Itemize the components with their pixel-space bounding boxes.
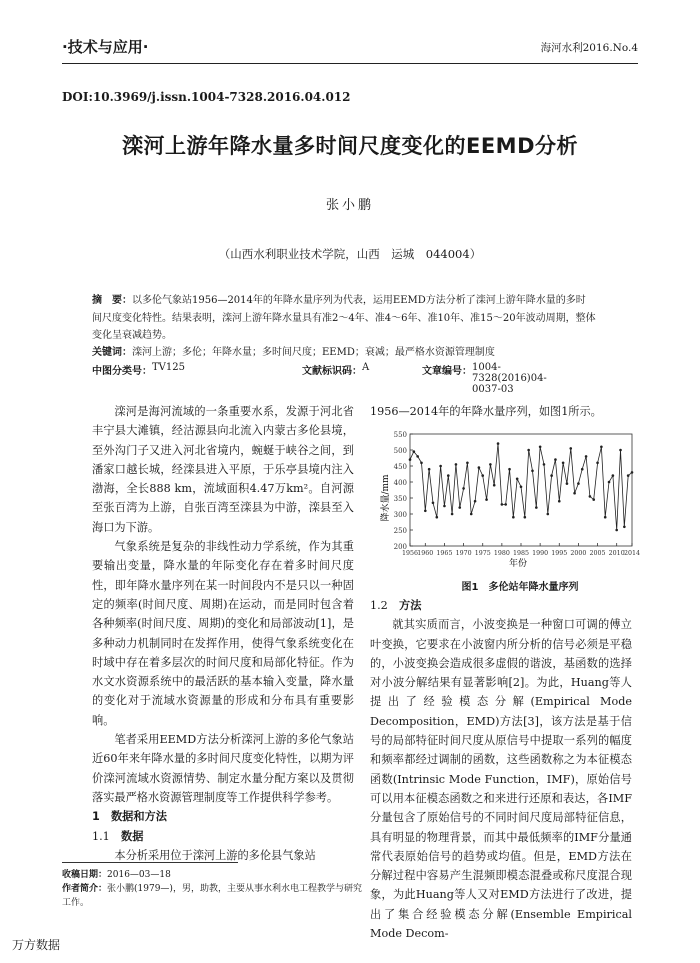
data-point — [581, 468, 584, 471]
data-point — [497, 442, 500, 445]
data-point — [531, 470, 534, 473]
keywords-label: 关键词： — [92, 347, 132, 358]
doi: DOI:10.3969/j.issn.1004-7328.2016.04.012 — [62, 90, 351, 104]
journal-issue: 海河水利2016.No.4 — [540, 42, 638, 54]
data-point — [420, 462, 423, 465]
data-point — [627, 474, 630, 477]
data-point — [592, 498, 595, 501]
data-point — [432, 502, 435, 505]
x-tick-label: 2010 — [608, 550, 625, 557]
x-tick-label: 1985 — [512, 550, 530, 557]
data-point — [451, 513, 454, 516]
data-point — [612, 474, 615, 477]
paper-title: 滦河上游年降水量多时间尺度变化的EEMD分析 — [121, 134, 579, 158]
data-point — [478, 466, 481, 469]
right-column-bottom — [370, 596, 632, 943]
data-point — [462, 487, 465, 490]
y-tick-label: 300 — [393, 511, 407, 519]
data-point — [527, 449, 530, 452]
data-point — [458, 506, 461, 509]
data-point — [615, 529, 618, 532]
x-tick-label: 2005 — [589, 550, 606, 557]
data-point — [447, 474, 450, 477]
abstract-line: 变化呈衰减趋势。 — [92, 330, 172, 341]
y-tick-label: 500 — [393, 447, 407, 455]
paragraph: 就其实质而言，小波变换是一种窗口可调的傅立叶变换，它要求在小波窗内所分析的信号必须是平稳的，小波变换会造成很多虚假的谐波，基函数的选择对小波分解结果有显著影响[2]。为此，Huang等人提出了经验模态分解(Empirical Mode Decomposition，EMD)方法[3]，该方法是基于信号的局部特征时间尺度从原信号中提取一系列的幅度和频率都经过调制的函数，这些函数称之为本征模态函数(Intrinsic Mode Function，IMF)，原始信号可以用本征模态函数之和来进行还原和表达，各IMF分量包含了原始信号的不同时间尺度局部特征信息，具有明显的物理背景，而其中最低频率的IMF分量通常代表原始信号的趋势或均值。但是，EMD方法在分解过程中容易产生混频即模态混叠或称尺度混合现象，为此Huang等人又对EMD方法进行了改进，提出了集合经验模态分解(Ensemble Empirical Mode Decom- — [370, 618, 632, 941]
data-point — [504, 503, 507, 506]
y-tick-label: 200 — [393, 543, 407, 551]
footnote — [62, 868, 362, 910]
data-point — [455, 463, 458, 466]
x-tick-label: 1956 — [401, 550, 419, 557]
footnote-rule — [62, 862, 238, 863]
y-axis-label: 降水量/mm — [381, 474, 391, 522]
code-value: A — [362, 362, 370, 373]
data-point — [413, 450, 416, 453]
x-tick-label: 1995 — [551, 550, 568, 557]
section-heading: 1 数据和方法 — [92, 810, 167, 824]
subsection-title: 方法 — [399, 598, 422, 612]
section-label: ·技术与应用· — [62, 38, 149, 56]
data-point — [516, 478, 519, 481]
code-label: 文献标识码： — [302, 366, 362, 377]
watermark: 万方数据 — [12, 938, 61, 952]
paragraph: 1956—2014年的年降水量序列，如图1所示。 — [370, 405, 602, 418]
chart-series — [409, 442, 634, 531]
data-point — [520, 486, 523, 489]
data-point — [589, 495, 592, 498]
data-point — [623, 526, 626, 529]
y-tick-label: 250 — [393, 527, 407, 535]
data-point — [428, 468, 431, 471]
data-point — [416, 455, 419, 458]
abstract-line: 间尺度变化特性。结果表明，滦河上游年降水量具有准2～4年、准4～6年、准10年、准15～20年波动周期，整体 — [92, 312, 596, 324]
data-point — [554, 458, 557, 461]
data-point — [493, 484, 496, 487]
subsection-number: 1.2 — [370, 599, 388, 612]
x-tick-label: 1975 — [474, 550, 491, 557]
classification-row — [92, 362, 622, 395]
data-point — [562, 462, 565, 465]
data-point — [508, 468, 511, 471]
data-point — [466, 462, 469, 465]
data-point — [619, 449, 622, 452]
y-tick-label: 450 — [393, 463, 407, 471]
data-point — [435, 516, 438, 519]
data-point — [535, 506, 538, 509]
data-point — [573, 492, 576, 495]
data-point — [631, 471, 634, 474]
affiliation: （山西水利职业技术学院，山西 运城 044004） — [218, 247, 482, 261]
data-point — [566, 482, 569, 485]
data-point — [558, 500, 561, 503]
data-point — [569, 447, 572, 450]
subsection-number: 1.1 — [92, 829, 110, 843]
abstract — [92, 292, 622, 345]
article-value: 1004-7328(2016)04-0037-03 — [472, 362, 547, 395]
data-point — [585, 455, 588, 458]
x-tick-label: 1970 — [455, 550, 472, 557]
data-point — [543, 463, 546, 466]
author: 张小鹏 — [325, 198, 374, 213]
data-point — [608, 481, 611, 484]
x-tick-label: 2000 — [570, 550, 587, 557]
received-value: 2016—03—18 — [107, 870, 171, 880]
subsection-heading — [92, 827, 354, 846]
keywords — [92, 344, 622, 362]
x-tick-label: 1990 — [532, 550, 549, 557]
data-point — [512, 516, 515, 519]
data-point — [596, 462, 599, 465]
x-tick-label: 1965 — [436, 550, 453, 557]
x-tick-label: 1960 — [417, 550, 434, 557]
article-label: 文章编号： — [422, 366, 472, 377]
left-column — [92, 402, 354, 865]
data-point — [501, 503, 504, 506]
chart-axes — [394, 431, 640, 557]
data-point — [485, 498, 488, 501]
data-point — [481, 474, 484, 477]
data-point — [439, 465, 442, 468]
subsection-title: 数据 — [121, 828, 144, 843]
paragraph: 本分析采用位于滦河上游的多伦县气象站 — [114, 848, 316, 862]
data-point — [546, 513, 549, 516]
keywords-text: 滦河上游；多伦；年降水量；多时间尺度；EEMD；衰减；最严格水资源管理制度 — [132, 347, 495, 358]
abstract-label: 摘 要： — [92, 295, 132, 306]
data-point — [600, 446, 603, 449]
data-point — [489, 463, 492, 466]
paragraph: 笔者采用EEMD方法分析滦河上游的多伦气象站近60年来年降水量的多时间尺度变化特性，以期为评价滦河流域水资源情势、制定水量分配方案以及贯彻落实最严格水资源管理制度等工作提供科学参考。 — [92, 733, 354, 804]
right-column-top — [370, 402, 632, 421]
x-tick-label: 1980 — [493, 550, 510, 557]
subsection-heading — [370, 596, 632, 615]
data-point — [474, 500, 477, 503]
figure-caption: 图1 多伦站年降水量序列 — [461, 582, 579, 593]
paragraph: 气象系统是复杂的非线性动力学系统，作为其重要输出变量，降水量的年际变化存在着多时间尺度性，即年降水量序列在某一时间段内不是只以一种固定的频率(时间尺度、周期)在运动，而是同时包含着各种频率(时间尺度、周期)的变化和局部波动[1]，是多种动力机制同时在发挥作用，使得气象系统变化在时域中存在着多层次的时间尺度和局部化特征。作为水文水资源系统中的最活跃的基本输入变量，降水量的变化对于流域水资源量的形成和分布具有重要影响。 — [92, 540, 354, 727]
data-point — [409, 458, 412, 461]
precipitation-chart — [370, 428, 641, 570]
y-tick-label: 550 — [393, 431, 407, 439]
abstract-line: 以多伦气象站1956—2014年的年降水量序列为代表，运用EEMD方法分析了滦河上游年降水量的多时 — [132, 295, 586, 306]
x-axis-label: 年份 — [508, 559, 528, 569]
data-point — [424, 510, 427, 513]
received-label: 收稿日期： — [62, 870, 108, 880]
header-rule — [62, 63, 638, 64]
data-point — [604, 516, 607, 519]
cls-label: 中图分类号： — [92, 366, 152, 377]
data-point — [539, 446, 542, 449]
x-tick-label: 2014 — [623, 550, 641, 557]
data-point — [524, 516, 527, 519]
data-point — [470, 513, 473, 516]
data-point — [550, 474, 553, 477]
y-tick-label: 350 — [393, 495, 407, 503]
y-tick-label: 400 — [393, 479, 407, 487]
bio-value: 张小鹏(1979—)，男，助教，主要从事水利水电工程教学与研究工作。 — [62, 884, 362, 908]
data-point — [443, 505, 446, 508]
cls-value: TV125 — [152, 362, 185, 373]
bio-label: 作者简介： — [62, 884, 108, 894]
paragraph: 滦河是海河流域的一条重要水系，发源于河北省丰宁县大滩镇，经沽源县向北流入内蒙古多伦县境，至外沟门子又进入河北省境内，蜿蜒于峡谷之间，到潘家口越长城，经滦县进入平原，于乐亭县境内注入渤海，全长888 km，流域面积4.47万km²。自河源至张百湾为上游，自张百湾至滦县为中游，滦县至入海口为下游。 — [92, 405, 354, 534]
data-point — [577, 482, 580, 485]
